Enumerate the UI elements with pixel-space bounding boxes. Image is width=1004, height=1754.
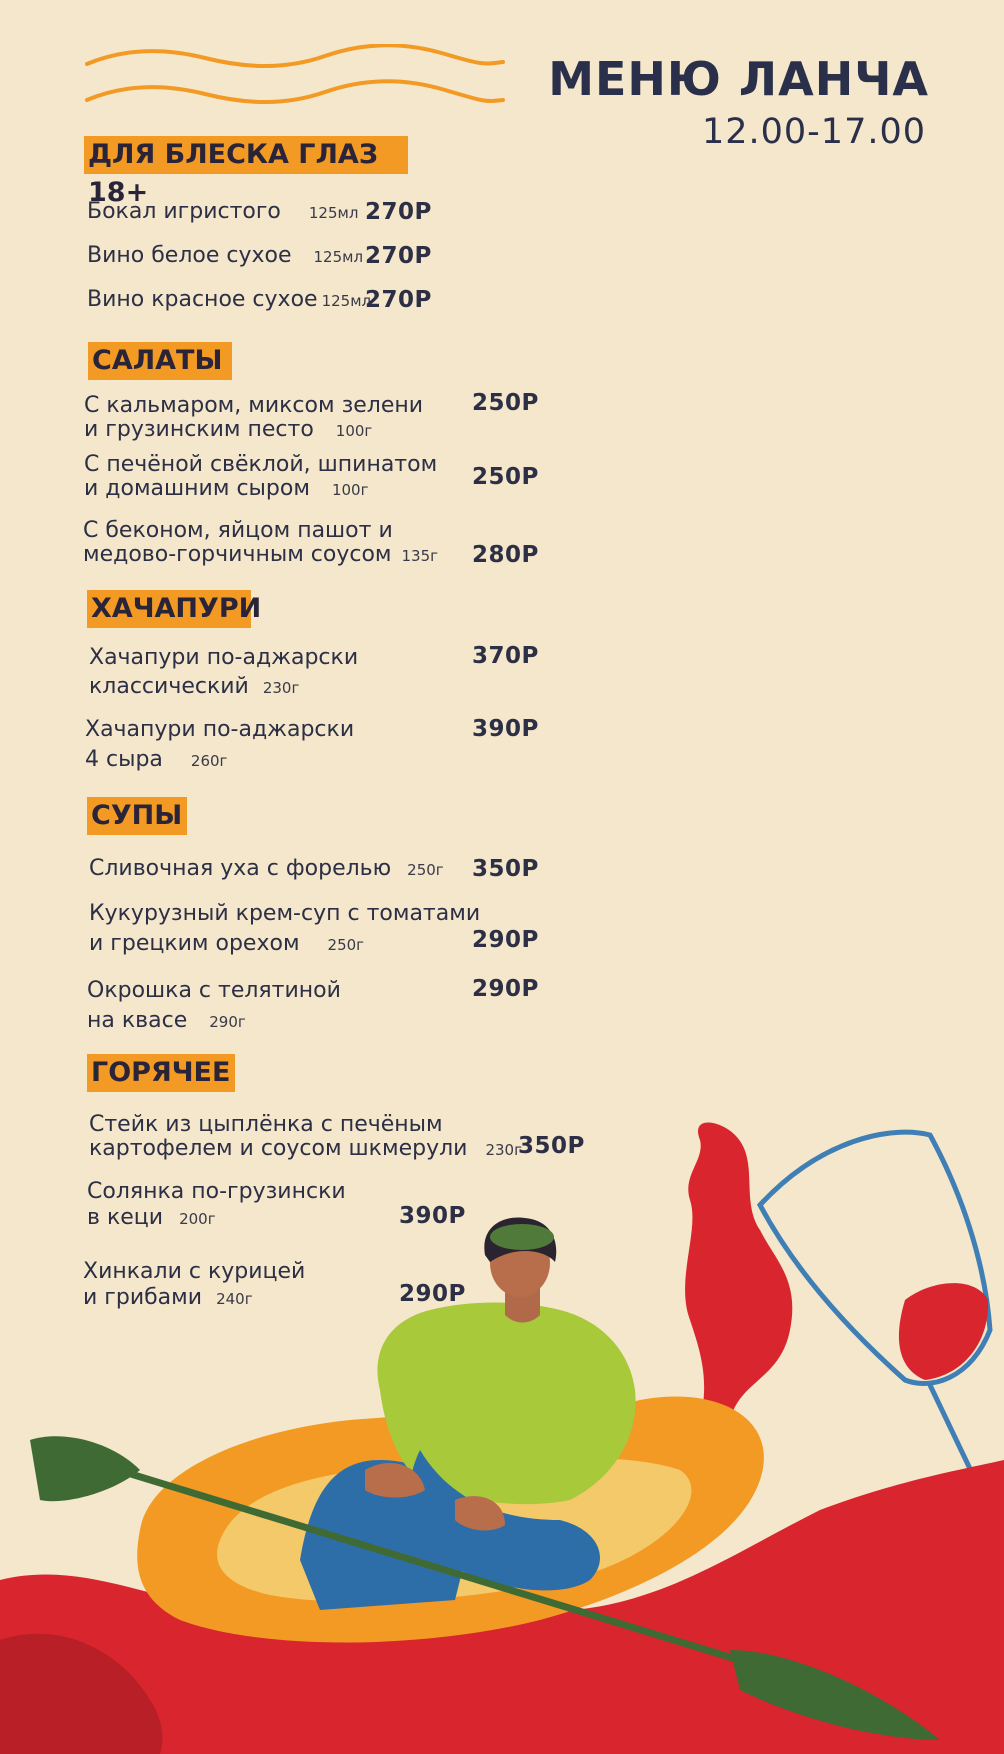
item-name: С беконом, яйцом пашот и <box>83 518 393 543</box>
menu-item <box>87 288 371 313</box>
item-weight: 290г <box>209 1013 246 1031</box>
item-name: Стейк из цыплёнка с печёным <box>89 1112 443 1137</box>
item-name: С печёной свёклой, шпинатом <box>84 452 438 477</box>
item-price: 290Р <box>472 976 539 1002</box>
item-weight: 100г <box>331 481 369 499</box>
item-name: Солянка по-грузински <box>87 1179 346 1204</box>
item-name: Сливочная уха с форелью <box>89 856 392 881</box>
section-title-khachapuri: ХАЧАПУРИ <box>87 590 251 628</box>
item-price: 290Р <box>472 927 539 953</box>
item-weight: 240г <box>216 1290 253 1308</box>
item-name-cont: и грибами <box>83 1285 203 1310</box>
item-weight: 260г <box>190 752 228 770</box>
item-weight: 230г <box>262 679 300 697</box>
item-name-cont: в кеци <box>87 1205 164 1230</box>
menu-item <box>89 643 358 703</box>
menu-item <box>87 200 358 225</box>
rowing-illustration <box>0 1100 1004 1754</box>
item-name-cont: 4 сыра <box>85 747 163 772</box>
item-name: Кукурузный крем-суп с томатами <box>89 901 481 926</box>
item-price: 350Р <box>472 856 539 882</box>
item-name: Хачапури по-аджарски <box>85 717 355 742</box>
item-name-cont: и грецким орехом <box>89 931 300 956</box>
item-weight: 250г <box>407 861 444 879</box>
page-title: МЕНЮ ЛАНЧА <box>548 52 929 106</box>
item-weight: 100г <box>335 422 373 440</box>
section-title-salads: САЛАТЫ <box>88 342 232 380</box>
wine-splash <box>685 1123 792 1447</box>
lunch-hours: 12.00-17.00 <box>701 112 926 152</box>
item-price: 270Р <box>365 199 432 225</box>
item-name: С кальмаром, миксом зелени <box>84 393 424 418</box>
item-weight: 125мл <box>308 204 359 222</box>
section-title-drinks: ДЛЯ БЛЕСКА ГЛАЗ 18+ <box>84 136 408 174</box>
item-price: 370Р <box>472 643 539 669</box>
menu-item <box>84 453 437 502</box>
item-name-cont: и домашним сыром <box>84 476 310 501</box>
menu-item <box>83 519 438 568</box>
item-name: Хинкали с курицей <box>83 1259 306 1284</box>
item-price: 270Р <box>365 243 432 269</box>
menu-item <box>85 715 354 776</box>
item-name-cont: и грузинским песто <box>84 417 314 442</box>
item-price: 390Р <box>472 716 539 742</box>
item-price: 250Р <box>472 390 539 416</box>
item-name-cont: картофелем и соусом шкмерули <box>89 1136 468 1161</box>
item-name-cont: на квасе <box>87 1008 188 1033</box>
item-price: 290Р <box>399 1281 466 1307</box>
rowing-man <box>300 1217 636 1610</box>
item-price: 390Р <box>399 1203 466 1229</box>
item-price: 250Р <box>472 464 539 490</box>
item-name: Вино белое сухое <box>87 243 292 268</box>
item-weight: 250г <box>327 936 365 954</box>
item-name-cont: медово-горчичным соусом <box>83 542 392 567</box>
item-name: Хачапури по-аджарски <box>89 645 359 670</box>
item-price: 270Р <box>365 287 432 313</box>
section-title-hot: ГОРЯЧЕЕ <box>87 1054 235 1092</box>
item-weight: 200г <box>179 1210 216 1228</box>
item-price: 280Р <box>472 542 539 568</box>
item-weight: 125мл <box>313 248 364 266</box>
item-name-cont: классический <box>89 674 249 699</box>
item-weight: 230г <box>485 1141 522 1159</box>
menu-item <box>89 899 480 960</box>
item-name: Бокал игристого <box>87 199 281 224</box>
item-weight: 135г <box>401 547 439 565</box>
menu-item <box>87 244 363 269</box>
item-name: Вино красное сухое <box>87 287 318 312</box>
wave-decoration <box>85 44 505 116</box>
menu-item <box>87 976 341 1037</box>
item-name: Окрошка с телятиной <box>87 978 341 1003</box>
section-title-soups: СУПЫ <box>87 797 187 835</box>
item-price: 350Р <box>518 1133 585 1159</box>
menu-item <box>89 857 444 882</box>
menu-item <box>84 394 423 443</box>
item-weight: 125мл <box>321 292 372 310</box>
